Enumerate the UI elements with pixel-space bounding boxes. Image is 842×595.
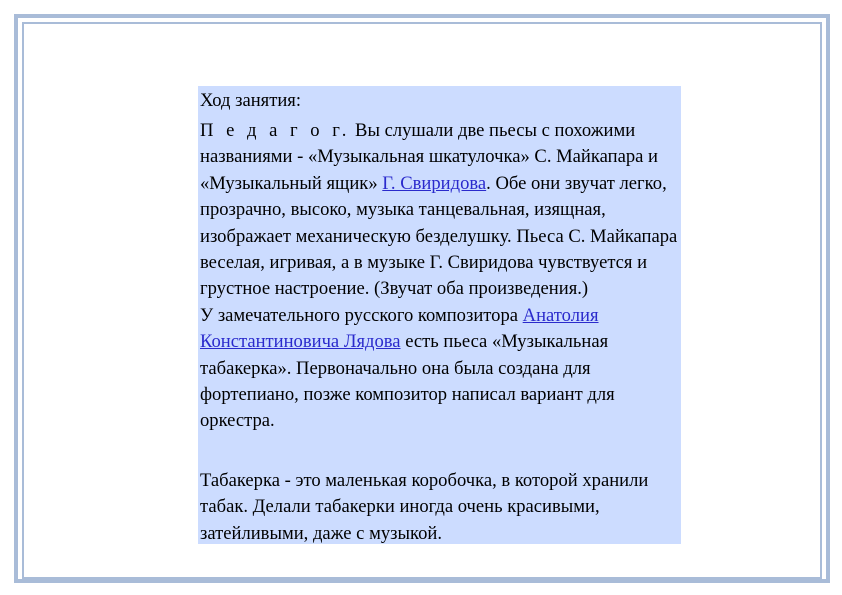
paragraph-2-text-b: есть пьеса «Музыкальная табакерка». Первоначально она была создана для фортепиано, позже композитор написал вариант для оркестра. bbox=[200, 331, 615, 432]
sviridov-link[interactable]: Г. Свиридова bbox=[382, 172, 487, 194]
teacher-label: П е д а г о г. bbox=[200, 120, 351, 141]
paragraph-2-text-a: У замечательного русского композитора bbox=[200, 304, 523, 326]
lyadov-link[interactable]: Анатолия Константиновича Лядова bbox=[200, 304, 599, 353]
paragraph-1-text-a: Вы слушали две пьесы с похожими названиями - «Музыкальная шкатулочка» С. Майкапара и «Музыкальный ящик» bbox=[200, 120, 658, 194]
lesson-text-block bbox=[198, 86, 681, 544]
snuffbox-paragraph: Табакерка - это маленькая коробочка, в которой хранили табак. Делали табакерки иногда очень красивыми, затейливыми, даже с музыкой. bbox=[200, 470, 649, 544]
teacher-paragraph bbox=[200, 118, 680, 435]
paragraph-1-text-b: . Обе они звучат легко, прозрачно, высоко, музыка танцевальная, изящная, изображает механическую безделушку. Пьеса С. Майкапара веселая, игривая, а в музыке Г. Свиридова чувствуется и грустное настроение. (Звучат оба произведения.) bbox=[200, 172, 678, 300]
lesson-heading: Ход занятия: bbox=[200, 90, 302, 111]
